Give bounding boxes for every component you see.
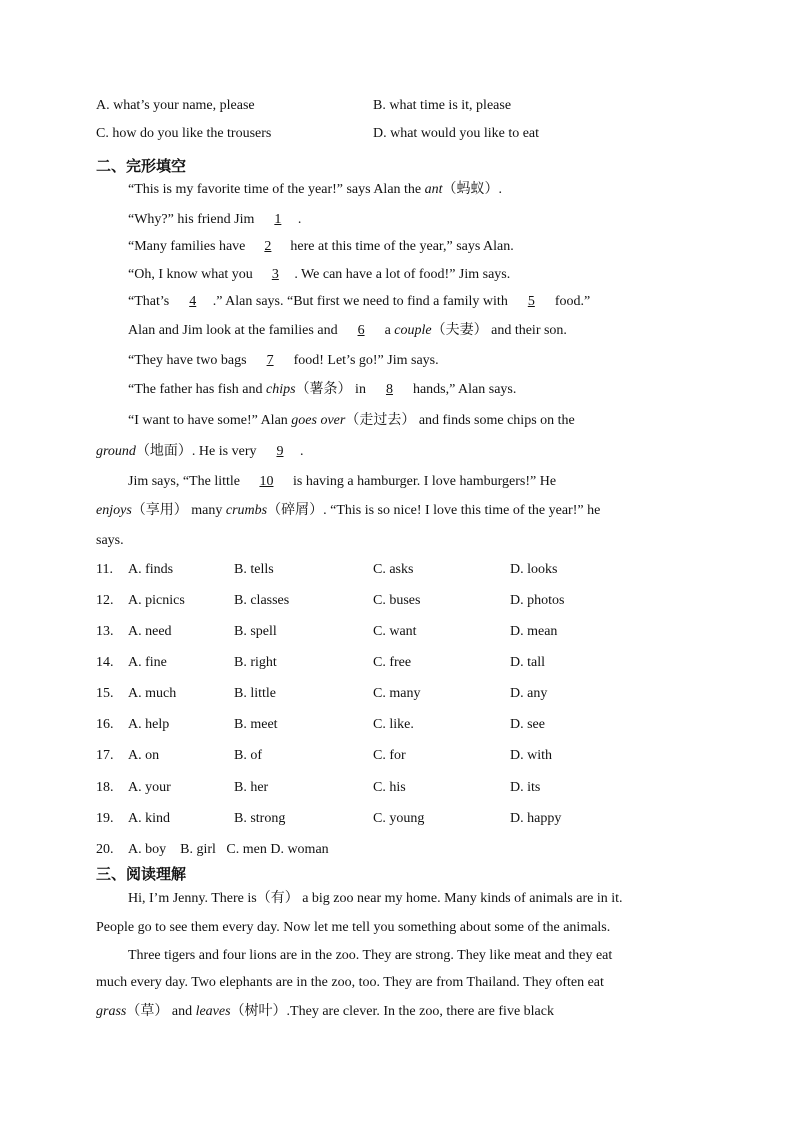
- option-b: B. what time is it, please: [373, 98, 512, 113]
- passage-line-4: “Oh, I know what you 3 . We can have a lot of food!” Jim says.: [128, 265, 510, 285]
- passage-line-10: ground（地面）. He is very 9 .: [96, 442, 303, 462]
- blank-8: 8: [385, 382, 393, 397]
- passage-line-8: “The father has fish and chips（薯条） in 8 hands,” Alan says.: [128, 380, 516, 400]
- option-a: A. what’s your name, please: [96, 98, 255, 113]
- passage-line-5: “That’s 4 .” Alan says. “But first we need to find a family with 5 food.”: [128, 292, 590, 312]
- blank-6: 6: [357, 323, 365, 338]
- question-row: 18. A. your B. her C. his D. its: [96, 780, 541, 795]
- blank-4: 4: [189, 294, 197, 309]
- blank-9: 9: [276, 444, 284, 459]
- question-row: 16. A. help B. meet C. like. D. see: [96, 717, 545, 732]
- blank-7: 7: [266, 353, 274, 368]
- question-row: 13. A. need B. spell C. want D. mean: [96, 624, 558, 639]
- blank-3: 3: [271, 267, 279, 282]
- passage-line-1: “This is my favorite time of the year!” says Alan the ant（蚂蚁）.: [128, 182, 503, 197]
- option-d: D. what would you like to eat: [373, 126, 540, 141]
- reading-line-1: Hi, I’m Jenny. There is（有） a big zoo near my home. Many kinds of animals are in it.: [128, 891, 623, 906]
- question-row: 14. A. fine B. right C. free D. tall: [96, 655, 545, 670]
- blank-2: 2: [264, 239, 272, 254]
- reading-line-5: grass（草） and leaves（树叶）.They are clever. In the zoo, there are five black: [96, 1004, 554, 1019]
- blank-1: 1: [274, 212, 282, 227]
- question-row: 15. A. much B. little C. many D. any: [96, 686, 548, 701]
- passage-line-2: “Why?” his friend Jim 1 .: [128, 210, 301, 230]
- passage-line-13: says.: [96, 533, 124, 548]
- section-heading-cloze: 二、完形填空: [96, 157, 187, 175]
- passage-line-6: Alan and Jim look at the families and 6 a couple（夫妻） and their son.: [128, 321, 567, 341]
- reading-line-2: People go to see them every day. Now let me tell you something about some of the animals.: [96, 920, 611, 935]
- question-row: 20. A. boy B. girl C. men D. woman: [96, 842, 329, 857]
- passage-line-3: “Many families have 2 here at this time of the year,” says Alan.: [128, 237, 514, 257]
- question-row: 17. A. on B. of C. for D. with: [96, 748, 552, 763]
- question-row: 11. A. finds B. tells C. asks D. looks: [96, 562, 558, 577]
- passage-line-9: “I want to have some!” Alan goes over（走过去） and finds some chips on the: [128, 413, 575, 428]
- question-row: 19. A. kind B. strong C. young D. happy: [96, 811, 562, 826]
- option-c: C. how do you like the trousers: [96, 126, 272, 141]
- blank-5: 5: [527, 294, 535, 309]
- reading-line-3: Three tigers and four lions are in the zoo. They are strong. They like meat and they eat: [128, 948, 613, 963]
- reading-line-4: much every day. Two elephants are in the zoo, too. They are from Thailand. They often eat: [96, 975, 604, 990]
- passage-line-7: “They have two bags 7 food! Let’s go!” Jim says.: [128, 351, 439, 371]
- passage-line-11: Jim says, “The little 10 is having a hamburger. I love hamburgers!” He: [128, 472, 556, 492]
- blank-10: 10: [259, 474, 274, 489]
- question-row: 12. A. picnics B. classes C. buses D. photos: [96, 593, 565, 608]
- passage-line-12: enjoys（享用） many crumbs（碎屑）. “This is so nice! I love this time of the year!” he: [96, 503, 601, 518]
- section-heading-reading: 三、阅读理解: [96, 865, 187, 883]
